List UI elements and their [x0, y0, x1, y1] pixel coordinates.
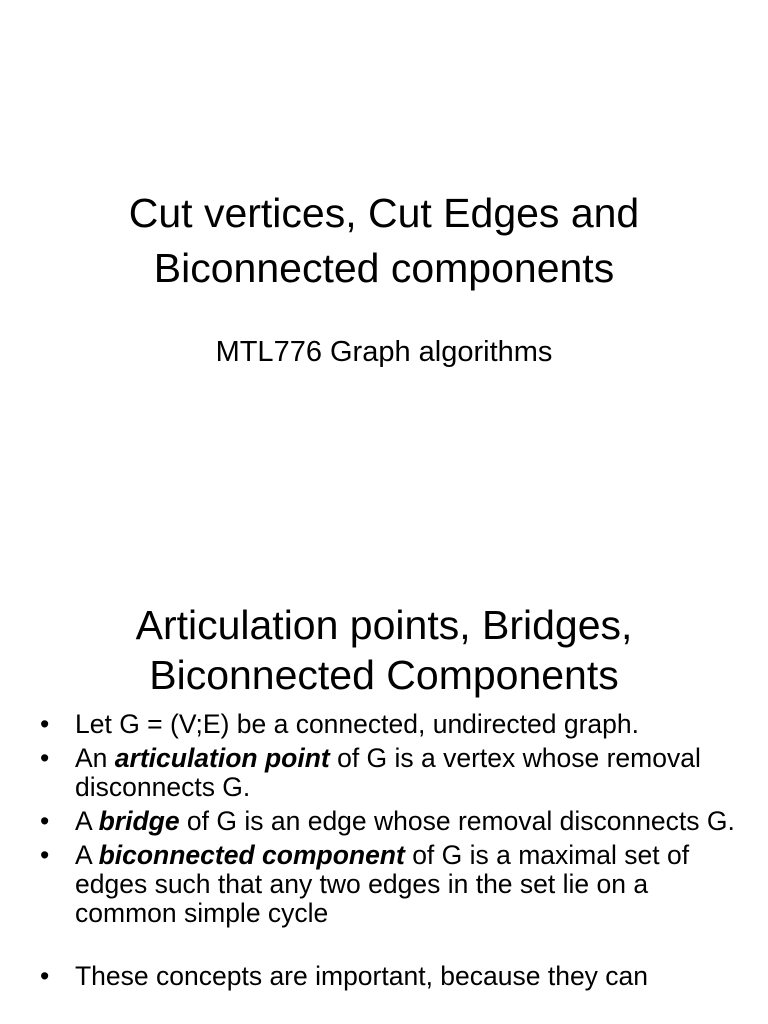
- heading-line-1: Articulation points, Bridges,: [135, 602, 633, 648]
- list-item: [0, 744, 768, 802]
- term-biconnected-component: biconnected component: [98, 840, 405, 870]
- slide-title-heading: [0, 186, 768, 296]
- slide-definitions-heading: [0, 600, 768, 700]
- bullet-icon: •: [40, 709, 50, 739]
- bullet-icon: •: [40, 961, 50, 991]
- course-subtitle: MTL776 Graph algorithms: [215, 336, 553, 368]
- bullet-icon: •: [40, 840, 50, 870]
- title-line-2: Biconnected components: [153, 245, 615, 291]
- bullet-text-pre: A: [75, 840, 99, 870]
- bullet-text-pre: A: [75, 806, 99, 836]
- definitions-list: [0, 710, 768, 996]
- bullet-text-pre: An: [75, 743, 115, 773]
- bullet-text-post: of G is an edge whose removal disconnects G.: [179, 806, 735, 836]
- title-line-1: Cut vertices, Cut Edges and: [128, 190, 640, 236]
- list-item: [0, 841, 768, 928]
- bullet-text: Let G = (V;E) be a connected, undirected graph.: [75, 709, 639, 739]
- bullet-icon: •: [40, 806, 50, 836]
- term-bridge: bridge: [98, 806, 180, 836]
- term-articulation-point: articulation point: [114, 743, 330, 773]
- list-item: [0, 710, 768, 739]
- bullet-text-post: of G is a maximal set of edges such that any two edges in the set lie on a common simple cycle: [75, 840, 690, 928]
- bullet-text-post: of G is a vertex whose removal disconnects G.: [75, 743, 701, 802]
- bullet-icon: •: [40, 743, 50, 773]
- slide-definitions: [0, 560, 768, 1024]
- list-item: [0, 962, 768, 991]
- heading-line-2: Biconnected Components: [149, 652, 619, 698]
- list-item: [0, 807, 768, 836]
- bullet-text: These concepts are important, because they can: [75, 961, 649, 991]
